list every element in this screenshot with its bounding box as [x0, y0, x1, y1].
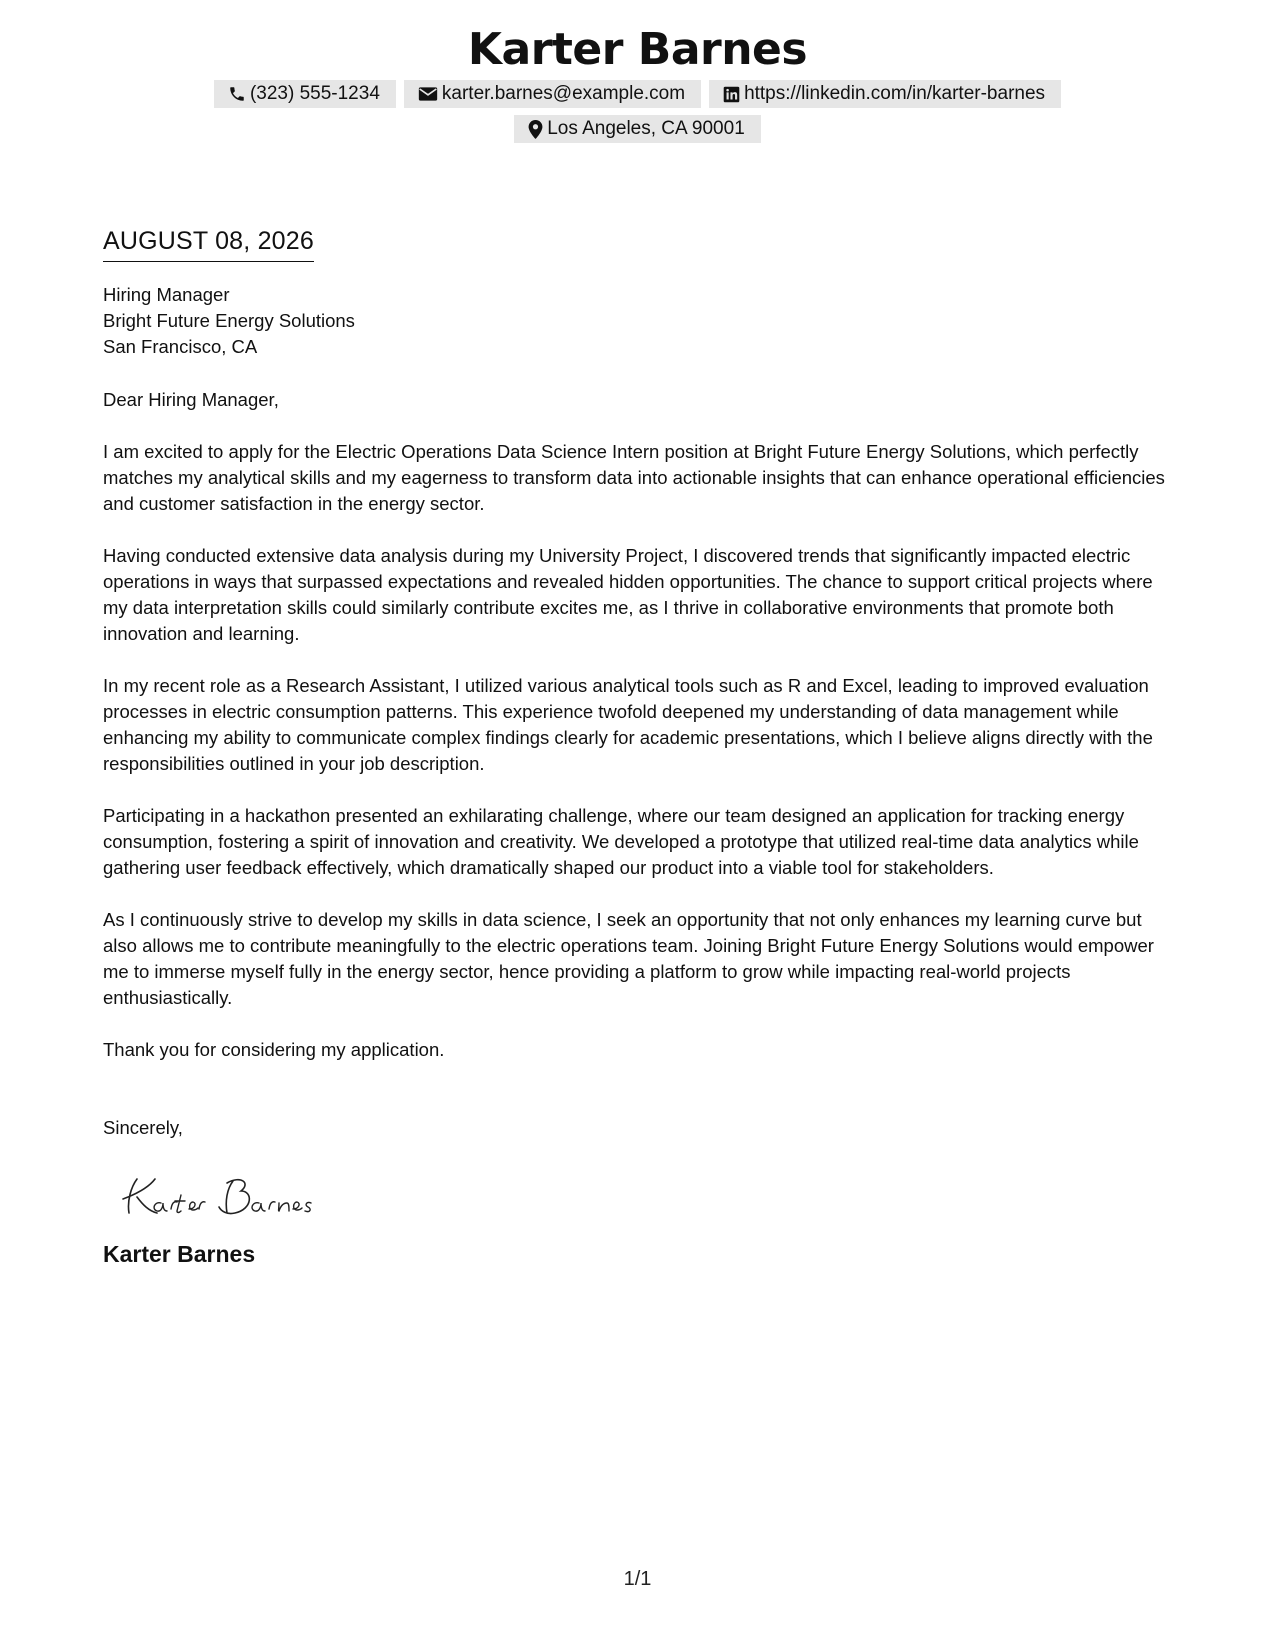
salutation: Dear Hiring Manager,: [103, 389, 279, 410]
phone-icon: [228, 85, 246, 103]
recipient-location: San Francisco, CA: [103, 336, 258, 357]
phone-chip[interactable]: [214, 80, 396, 108]
linkedin-chip[interactable]: [709, 80, 1061, 108]
location-text: Los Angeles, CA 90001: [547, 118, 745, 139]
contact-row: [0, 80, 1275, 108]
body-paragraph: Participating in a hackathon presented an exhilarating challenge, where our team designed an application for tracking energy consumption, fostering a spirit of innovation and creativity. We developed a prototype that utilized real-time data analytics while gathering user feedback effectively, which dramatically shaped our product into a viable tool for stakeholders.: [103, 805, 1139, 878]
location-chip: [514, 115, 761, 143]
map-pin-icon: [528, 120, 543, 139]
contact-row-2: [0, 115, 1275, 143]
linkedin-icon: [723, 86, 740, 103]
signer-name: Karter Barnes: [103, 1241, 256, 1267]
thank-you-line: Thank you for considering my application.: [103, 1039, 445, 1060]
body-paragraph: As I continuously strive to develop my skills in data science, I seek an opportunity that not only enhances my learning curve but also allows me to contribute meaningfully to the electric operations team. Joining Bright Future Energy Solutions would empower me to immerse myself fully in the energy sector, hence providing a platform to grow while impacting real-world projects enthusiastically.: [103, 909, 1154, 1008]
body-paragraph: I am excited to apply for the Electric Operations Data Science Intern position at Bright Future Energy Solutions, which perfectly matches my analytical skills and my eagerness to transform data into actionable insights that can enhance operational efficiencies and customer satisfaction in the energy sector.: [103, 441, 1165, 514]
closing: Sincerely,: [103, 1117, 183, 1138]
recipient-block: [103, 282, 1173, 360]
email-text: karter.barnes@example.com: [441, 83, 686, 104]
letter-body: [103, 224, 1173, 1269]
body-paragraph: In my recent role as a Research Assistant, I utilized various analytical tools such as R and Excel, leading to improved evaluation processes in electric consumption patterns. This experience twofold deepened my understanding of data management while enhancing my ability to communicate complex findings clearly for academic presentations, which I believe aligns directly with the responsibilities outlined in your job description.: [103, 675, 1153, 774]
body-paragraph: Having conducted extensive data analysis during my University Project, I discovered trends that significantly impacted electric operations in ways that surpassed expectations and revealed hidden opportunities. The chance to support critical projects where my data interpretation skills could similarly contribute excites me, as I thrive in collaborative environments that promote both innovation and learning.: [103, 545, 1153, 644]
handwritten-signature: [115, 1165, 1173, 1225]
envelope-icon: [418, 86, 438, 102]
letter-date: AUGUST 08, 2026: [103, 224, 314, 262]
phone-text: (323) 555-1234: [249, 83, 380, 104]
page-number: 1/1: [623, 1568, 652, 1590]
recipient-company: Bright Future Energy Solutions: [103, 310, 355, 331]
email-chip[interactable]: [404, 80, 701, 108]
linkedin-text: https://linkedin.com/in/karter-barnes: [744, 83, 1046, 104]
applicant-name: Karter Barnes: [467, 24, 808, 75]
recipient-title: Hiring Manager: [103, 284, 230, 305]
